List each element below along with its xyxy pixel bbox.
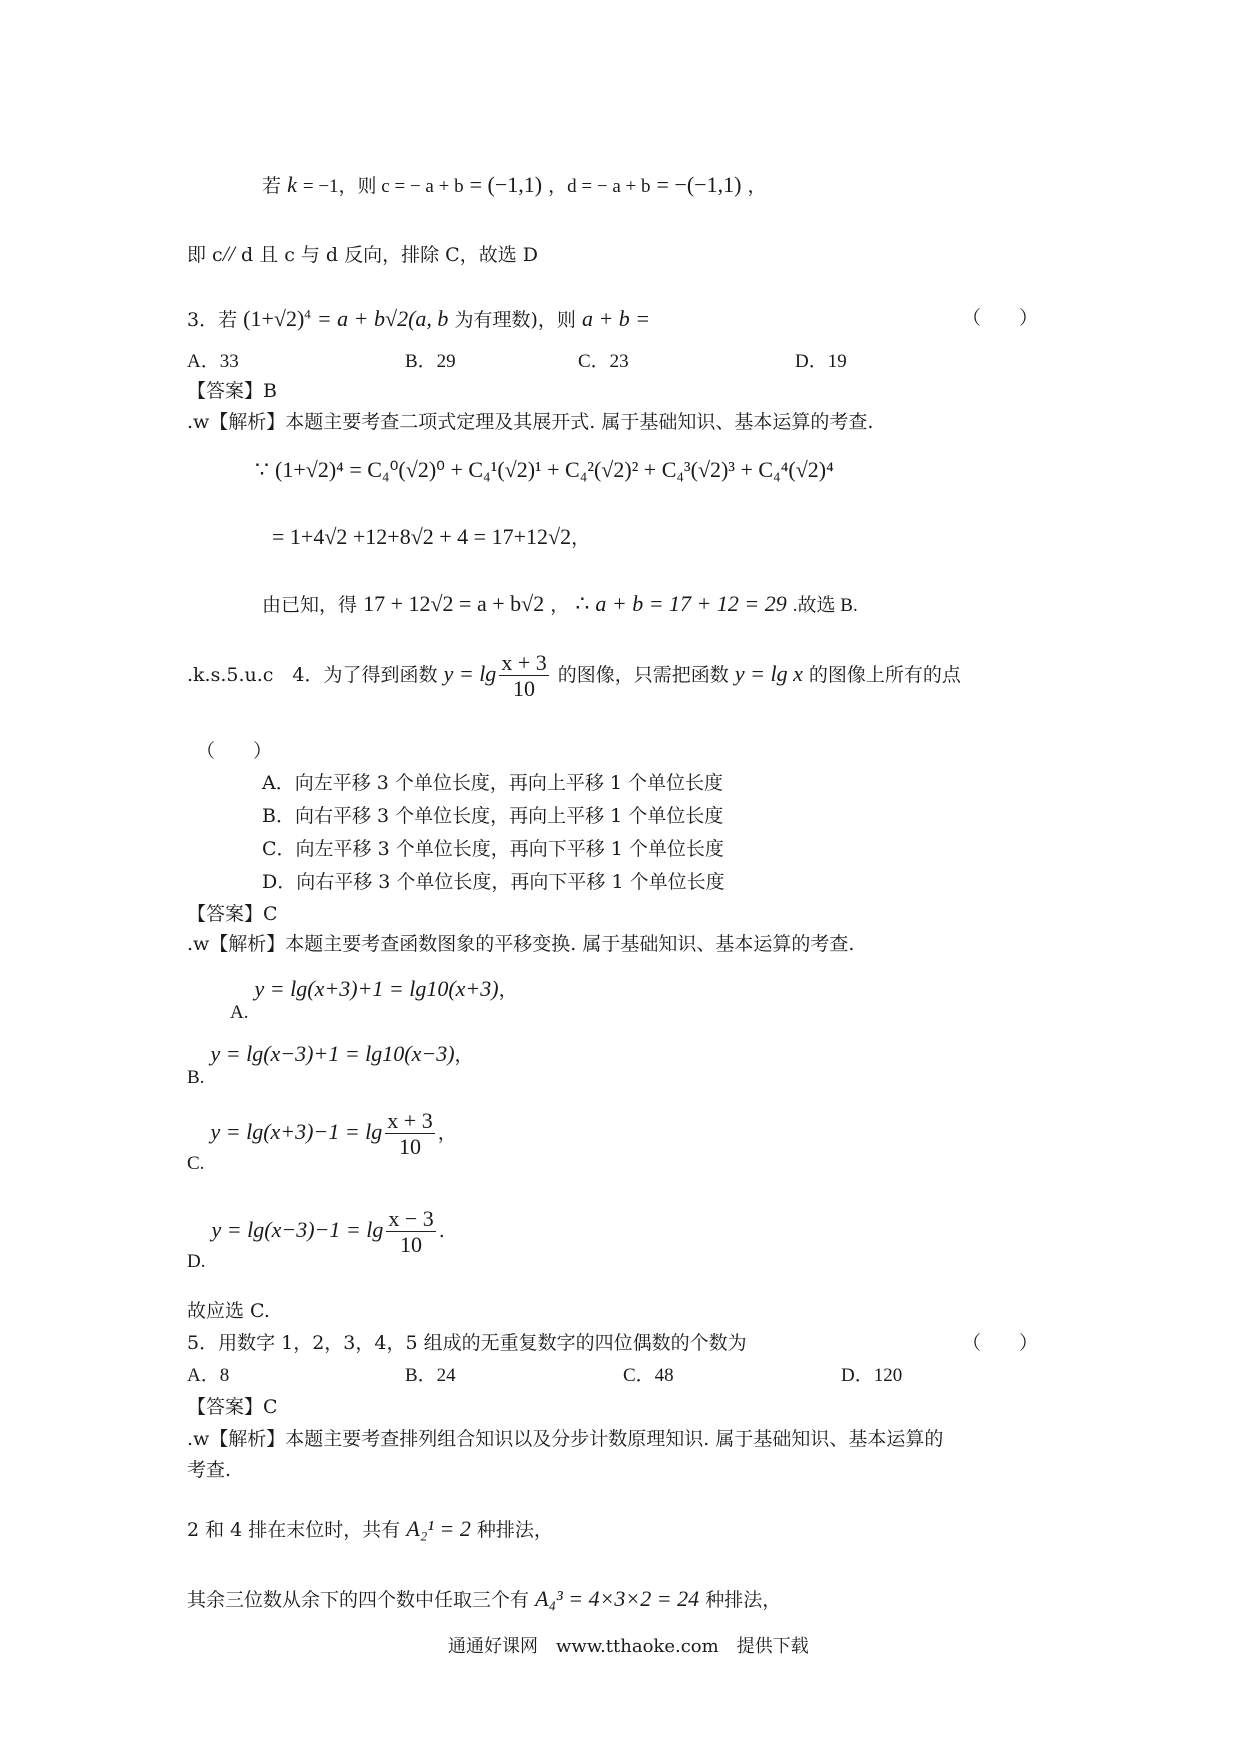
q4-solution-d (187, 1206, 445, 1272)
q3-option-a: A．33 (187, 351, 239, 372)
label: A. (230, 1002, 249, 1023)
solution-line-2 (187, 240, 538, 268)
fraction (385, 1108, 434, 1160)
q3-math-line-3 (262, 590, 858, 618)
text: 的图像上所有的点 (808, 663, 961, 686)
math-expr: (1+√2)⁴ = C₄⁰(√2)⁰ + C₄¹(√2)¹ + C₄²(√2)² + C₄³(√2)³ + C₄⁴(√2)⁴ (275, 457, 834, 482)
q4-solution-c (187, 1108, 457, 1174)
q3-option-c: C．23 (578, 351, 629, 372)
fraction (499, 650, 548, 702)
text: ， (454, 1044, 474, 1066)
math-expr: = a + b√2(a, b (316, 306, 449, 331)
text: ， (747, 175, 767, 197)
q3-math-line-2 (272, 523, 590, 551)
math-expr: y = lg(x+3)−1 = lg (210, 1118, 383, 1144)
math-expr: a + b = 17 + 12 = 29 (595, 591, 787, 616)
text: ， (571, 527, 591, 549)
q5-step-1 (187, 1515, 553, 1543)
question-number: 3．若 (187, 309, 238, 331)
text: 其余三位数从余下的四个数中任取三个有 (187, 1589, 530, 1611)
text: 2 和 4 排在末位时，共有 (187, 1519, 401, 1541)
denominator: 10 (400, 1232, 423, 1258)
q4-answer: 【答案】C (187, 903, 278, 925)
text: 由已知，得 (262, 594, 358, 616)
question-3-paren (962, 307, 1038, 331)
q5-option-a: A．8 (187, 1365, 230, 1386)
question-number: .k.s.5.u.c 4．为了得到函数 (187, 663, 438, 686)
solution-line-1 (262, 171, 766, 199)
math-expr: y = lg(x+3)+1 = lg10(x+3) (254, 976, 499, 1001)
math-expr: = −1，则 c = − a + b (302, 176, 464, 197)
because-symbol: ∵ (255, 457, 269, 482)
q4-option-a: A．向左平移 3 个单位长度，再向上平移 1 个单位长度 (262, 772, 724, 794)
text: 即 c (187, 244, 223, 266)
math-expr: = −(−1,1) (656, 172, 742, 197)
label: B. (187, 1067, 205, 1088)
denominator: 10 (513, 676, 536, 702)
q5-option-b: B．24 (405, 1365, 456, 1386)
math-expr: y = lg(x−3)+1 = lg10(x−3) (210, 1041, 455, 1066)
text: ， (550, 594, 570, 616)
text: 种排法， (705, 1589, 782, 1611)
q3-option-b: B．29 (405, 351, 456, 372)
math-expr: ，d = − a + b (548, 176, 651, 197)
q4-solution-b (187, 1040, 474, 1088)
q5-answer: 【答案】C (187, 1396, 278, 1418)
question-5: 5．用数字 1，2，3，4，5 组成的无重复数字的四位偶数的个数为 (187, 1332, 747, 1354)
parallel-symbol: // (222, 241, 235, 266)
text: 种排法， (476, 1519, 553, 1541)
numerator: x + 3 (387, 1108, 433, 1133)
q3-option-d: D．19 (795, 351, 847, 372)
label: C. (187, 1152, 205, 1174)
math-var: k (287, 172, 297, 197)
q3-math-line-1 (255, 456, 834, 484)
numerator: x + 3 (501, 650, 547, 675)
text: . (438, 1219, 445, 1242)
q4-option-c: C．向左平移 3 个单位长度，再向下平移 1 个单位长度 (262, 838, 724, 860)
q4-solution-a (230, 975, 518, 1023)
math-exponent: 4 (304, 306, 311, 322)
q4-option-b: B．向右平移 3 个单位长度，再向上平移 1 个单位长度 (262, 805, 724, 827)
math-expr: a + b = (581, 306, 651, 331)
q3-answer: 【答案】B (187, 380, 277, 402)
q5-step-2 (187, 1585, 781, 1613)
question-5-paren: （ ） (962, 1332, 1039, 1354)
q4-explanation: .w【解析】本题主要考查函数图象的平移变换. 属于基础知识、基本运算的考查. (187, 933, 855, 955)
q5-option-c: C．48 (623, 1365, 674, 1386)
denominator: 10 (398, 1134, 421, 1160)
text: ， (437, 1121, 457, 1144)
text: .故选 B. (792, 595, 858, 616)
label: D. (187, 1250, 206, 1272)
q5-explanation-2: 考查. (187, 1459, 232, 1481)
q5-option-d: D．120 (841, 1365, 903, 1386)
question-4 (187, 650, 961, 702)
math-expr: y = lg(x−3)−1 = lg (211, 1216, 384, 1242)
math-expr: 17 + 12√2 = a + b√2 (363, 591, 545, 616)
math-expr: = 1+4√2 +12+8√2 + 4 = 17+12√2 (272, 524, 572, 549)
math-expr: (1+√2) (243, 306, 305, 331)
math-expr: = (−1,1) (469, 172, 543, 197)
question-3 (187, 305, 650, 333)
text: 为有理数)，则 (454, 309, 576, 331)
fraction (386, 1206, 435, 1258)
q4-option-d: D．向右平移 3 个单位长度，再向下平移 1 个单位长度 (262, 871, 725, 893)
question-4-paren: （ ） (196, 740, 273, 762)
answer-blank: （ ） (962, 307, 1039, 329)
page-footer: 通通好课网 www.tthaoke.com 提供下载 (448, 1636, 809, 1657)
q4-conclusion: 故应选 C. (187, 1300, 270, 1322)
math-expr: A₄³ = 4×3×2 = 24 (535, 1586, 700, 1611)
text: 若 (262, 175, 282, 197)
math-expr: y = lg (443, 660, 497, 686)
therefore-symbol: ∴ (575, 591, 590, 616)
q3-explanation: .w【解析】本题主要考查二项式定理及其展开式. 属于基础知识、基本运算的考查. (187, 411, 874, 433)
math-expr: y = lg x (734, 660, 803, 686)
math-expr: A₂¹ = 2 (406, 1516, 471, 1541)
text: 的图像，只需把函数 (557, 663, 729, 686)
text: d 且 c 与 d 反向，排除 C，故选 D (234, 244, 538, 266)
q5-explanation-1: .w【解析】本题主要考查排列组合知识以及分步计数原理知识. 属于基础知识、基本运算的 (187, 1428, 944, 1450)
numerator: x − 3 (388, 1206, 434, 1231)
text: ， (498, 979, 518, 1001)
